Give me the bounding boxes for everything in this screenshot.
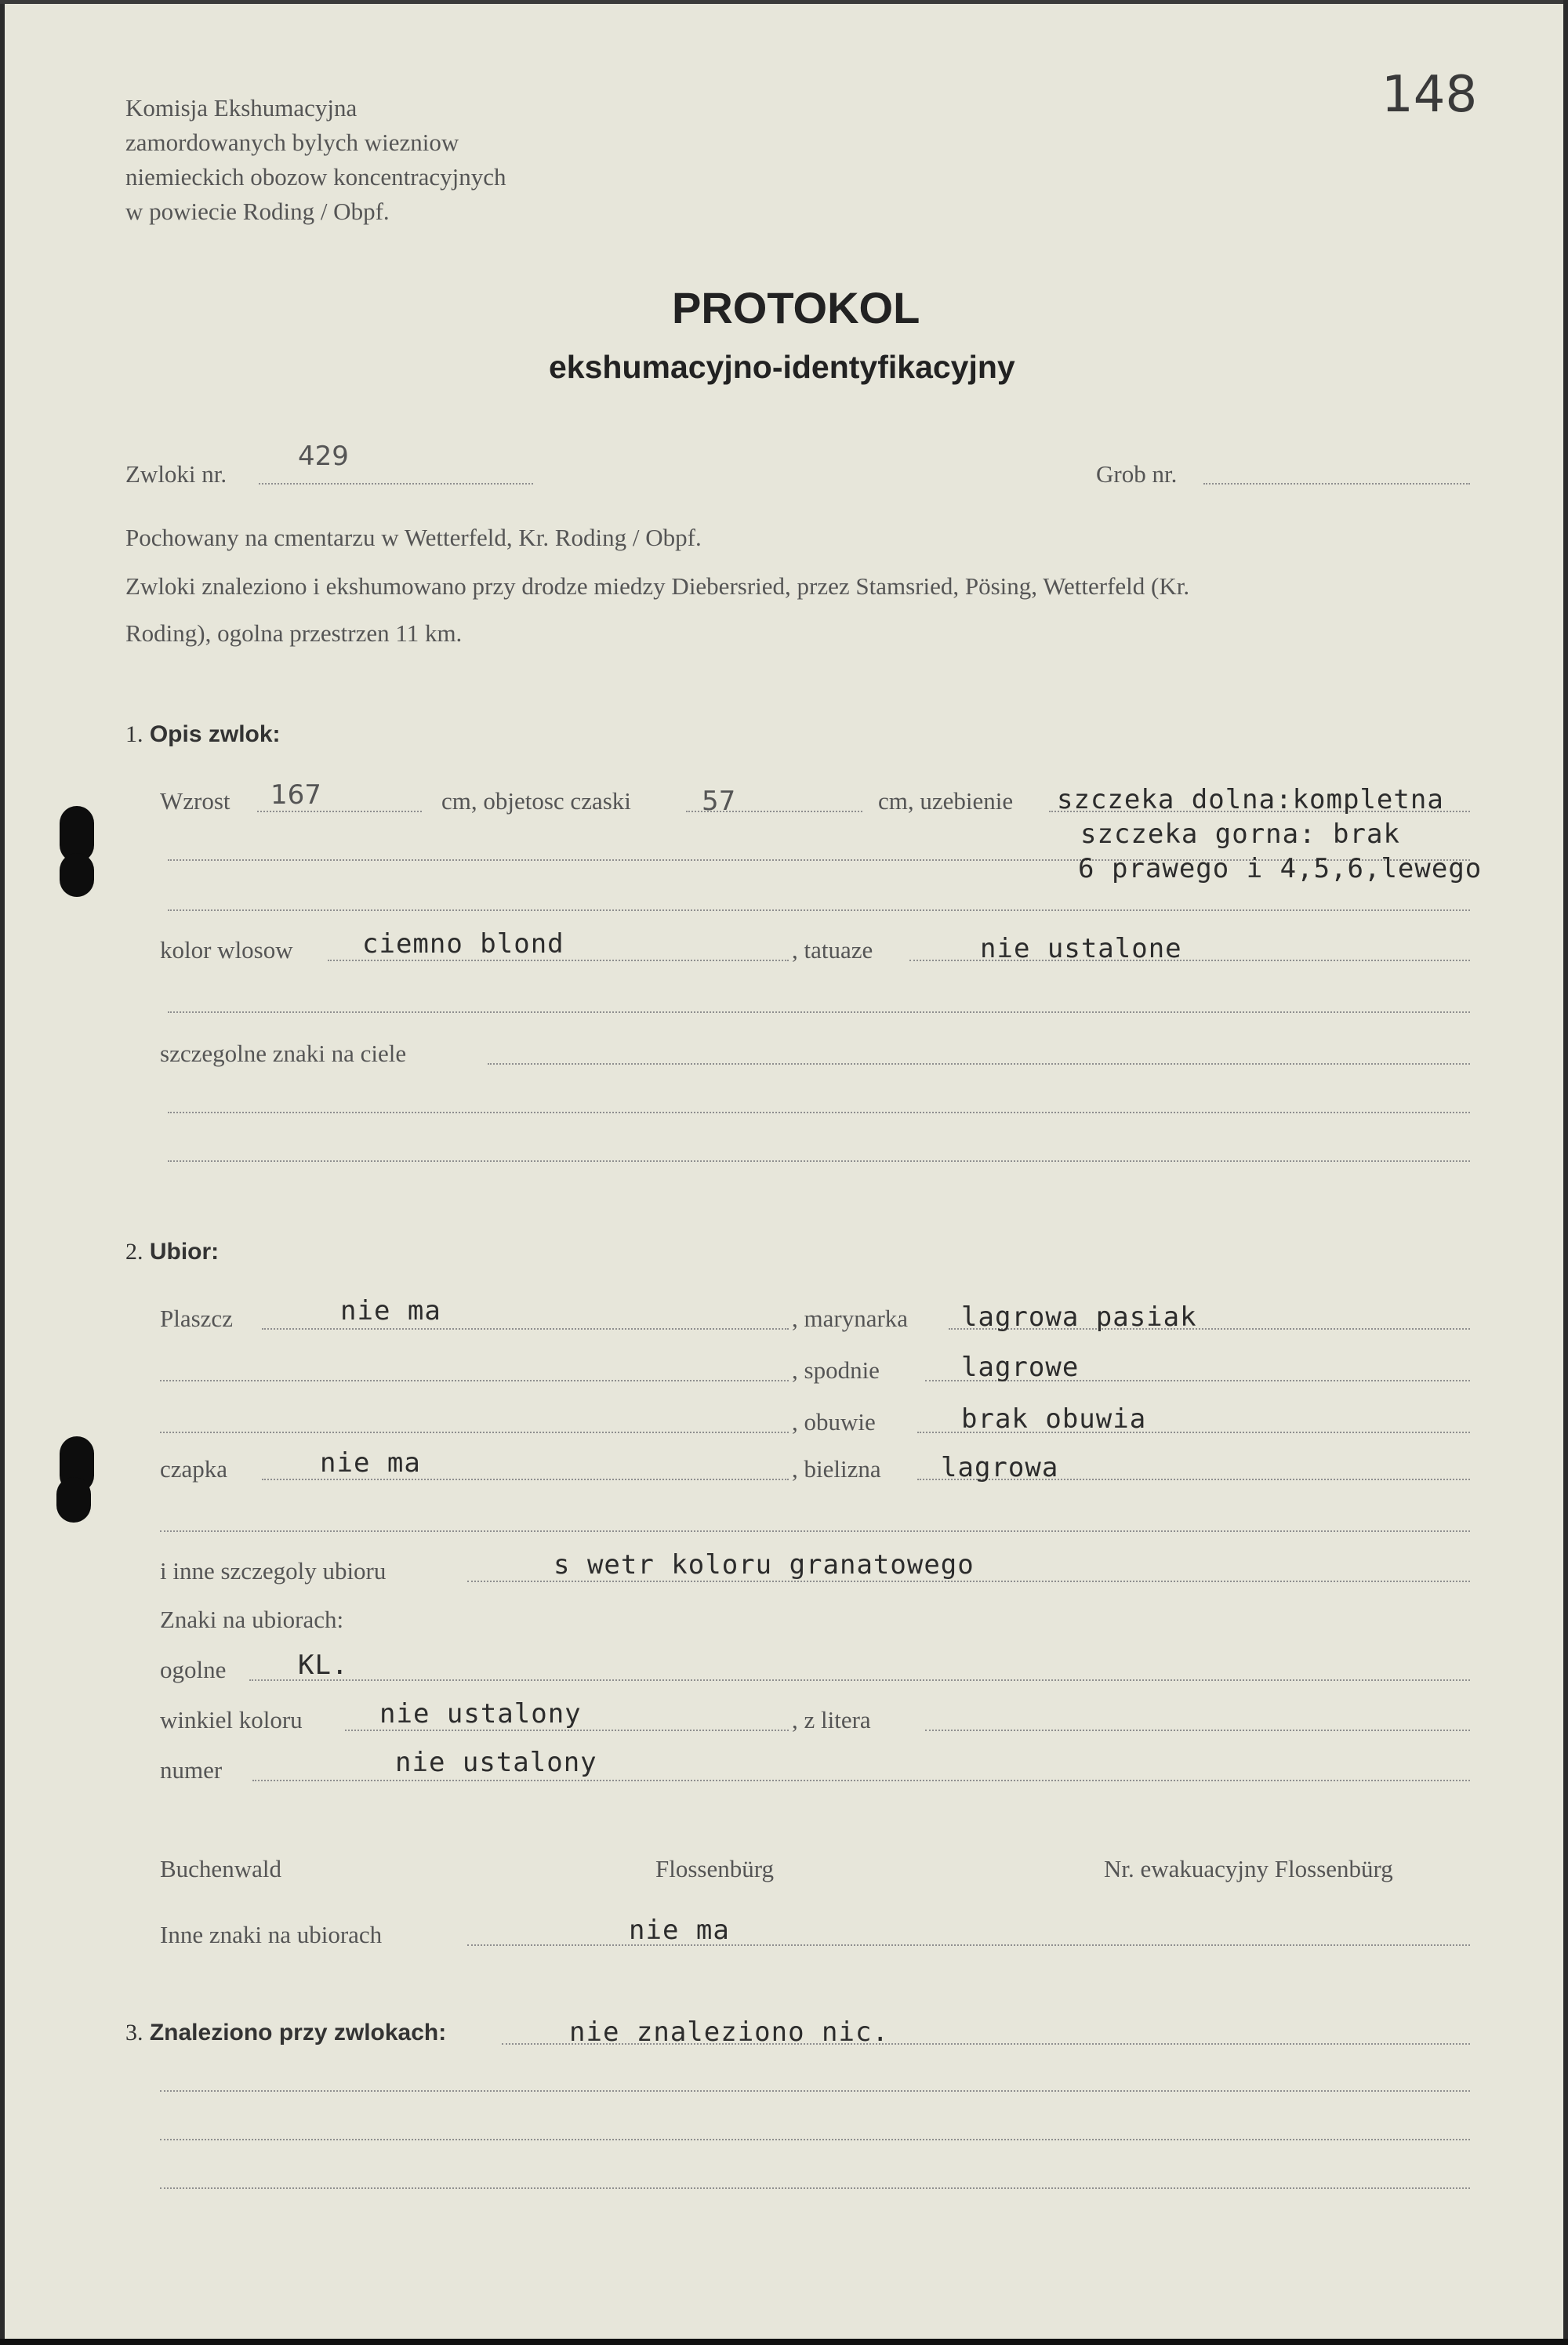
punch-hole-icon <box>60 853 94 897</box>
scan-edge-top <box>0 0 1568 4</box>
znaki-label: szczegolne znaki na ciele <box>160 1040 407 1067</box>
section-1-title: Opis zwlok: <box>149 721 281 747</box>
marynarka-value: lagrowa pasiak <box>961 1301 1197 1333</box>
ogolne-value: KL. <box>298 1650 349 1681</box>
numer-value: nie ustalony <box>395 1747 597 1778</box>
plaszcz-value: nie ma <box>340 1295 441 1327</box>
intro-line-1: Pochowany na cmentarzu w Wetterfeld, Kr. Roding / Obpf. <box>125 524 702 551</box>
czapka-label: czapka <box>160 1455 228 1483</box>
document-title: PROTOKOL <box>672 283 920 332</box>
intro-line-3: Roding), ogolna przestrzen 11 km. <box>125 619 463 647</box>
scan-edge-right <box>1563 0 1568 2345</box>
header-line-4: w powiecie Roding / Obpf. <box>125 198 390 225</box>
scan-edge-left <box>0 0 5 2345</box>
litera-label: , z litera <box>792 1706 871 1733</box>
obuwie-label: , obuwie <box>792 1408 876 1436</box>
wzrost-value: 167 <box>270 779 321 811</box>
czapka-value: nie ma <box>320 1447 421 1479</box>
section-3-title: Znaleziono przy zwlokach: <box>149 2020 447 2046</box>
section-3-heading <box>125 2020 446 2046</box>
section-1-number: 1. <box>125 721 143 747</box>
inne-szczegoly-label: i inne szczegoly ubioru <box>160 1557 387 1585</box>
tatuaze-value: nie ustalone <box>980 933 1182 964</box>
flossenburg-label: Flossenbürg <box>655 1855 775 1882</box>
marynarka-label: , marynarka <box>792 1305 909 1332</box>
section-3-value: nie znaleziono nic. <box>569 2016 889 2048</box>
grob-label: Grob nr. <box>1096 460 1178 488</box>
section-2-number: 2. <box>125 1239 143 1265</box>
plaszcz-label: Plaszcz <box>160 1305 233 1332</box>
numer-label: numer <box>160 1756 223 1784</box>
spodnie-label: , spodnie <box>792 1356 880 1384</box>
scan-edge-bottom <box>0 2339 1568 2345</box>
wlosy-value: ciemno blond <box>362 928 564 960</box>
section-2-title: Ubior: <box>149 1239 220 1265</box>
obuwie-value: brak obuwia <box>961 1403 1147 1435</box>
uzebienie-line-3: 6 prawego i 4,5,6,lewego <box>1078 853 1483 884</box>
winkiel-value: nie ustalony <box>379 1698 582 1730</box>
zwloki-value: 429 <box>298 441 349 472</box>
uzebienie-line-1: szczeka dolna:kompletna <box>1057 784 1444 815</box>
czaszka-value: 57 <box>702 786 736 817</box>
buchenwald-label: Buchenwald <box>160 1855 281 1882</box>
section-1-heading <box>125 721 281 748</box>
bielizna-label: , bielizna <box>792 1455 881 1483</box>
wlosy-label: kolor wlosow <box>160 936 293 964</box>
znaki-ubior-label: Znaki na ubiorach: <box>160 1606 344 1633</box>
czaszka-label: cm, objetosc czaski <box>441 787 631 815</box>
inne-znaki-label: Inne znaki na ubiorach <box>160 1921 383 1948</box>
tatuaze-label: , tatuaze <box>792 936 873 964</box>
inne-szczegoly-value: s wetr koloru granatowego <box>554 1549 975 1581</box>
punch-hole-icon <box>56 1477 91 1523</box>
ewakuacyjny-label: Nr. ewakuacyjny Flossenbürg <box>1104 1855 1393 1882</box>
wzrost-label: Wzrost <box>160 787 230 815</box>
spodnie-value: lagrowe <box>961 1352 1080 1383</box>
uzebienie-label: cm, uzebienie <box>878 787 1014 815</box>
bielizna-value: lagrowa <box>941 1452 1059 1483</box>
page-number: 148 <box>1381 66 1478 124</box>
header-line-2: zamordowanych bylych wiezniow <box>125 129 459 156</box>
intro-line-2: Zwloki znaleziono i ekshumowano przy drodze miedzy Diebersried, przez Stamsried, Pösing, Wetterfeld (Kr. <box>125 572 1190 600</box>
zwloki-label: Zwloki nr. <box>125 460 227 488</box>
document-subtitle: ekshumacyjno-identyfikacyjny <box>549 349 1015 385</box>
section-3-number: 3. <box>125 2020 143 2046</box>
winkiel-label: winkiel koloru <box>160 1706 303 1733</box>
uzebienie-line-2: szczeka gorna: brak <box>1080 819 1400 850</box>
section-2-heading <box>125 1239 219 1265</box>
ogolne-label: ogolne <box>160 1656 227 1683</box>
inne-znaki-value: nie ma <box>629 1915 730 1946</box>
header-line-1: Komisja Ekshumacyjna <box>125 94 358 122</box>
header-line-3: niemieckich obozow koncentracyjnych <box>125 163 506 191</box>
